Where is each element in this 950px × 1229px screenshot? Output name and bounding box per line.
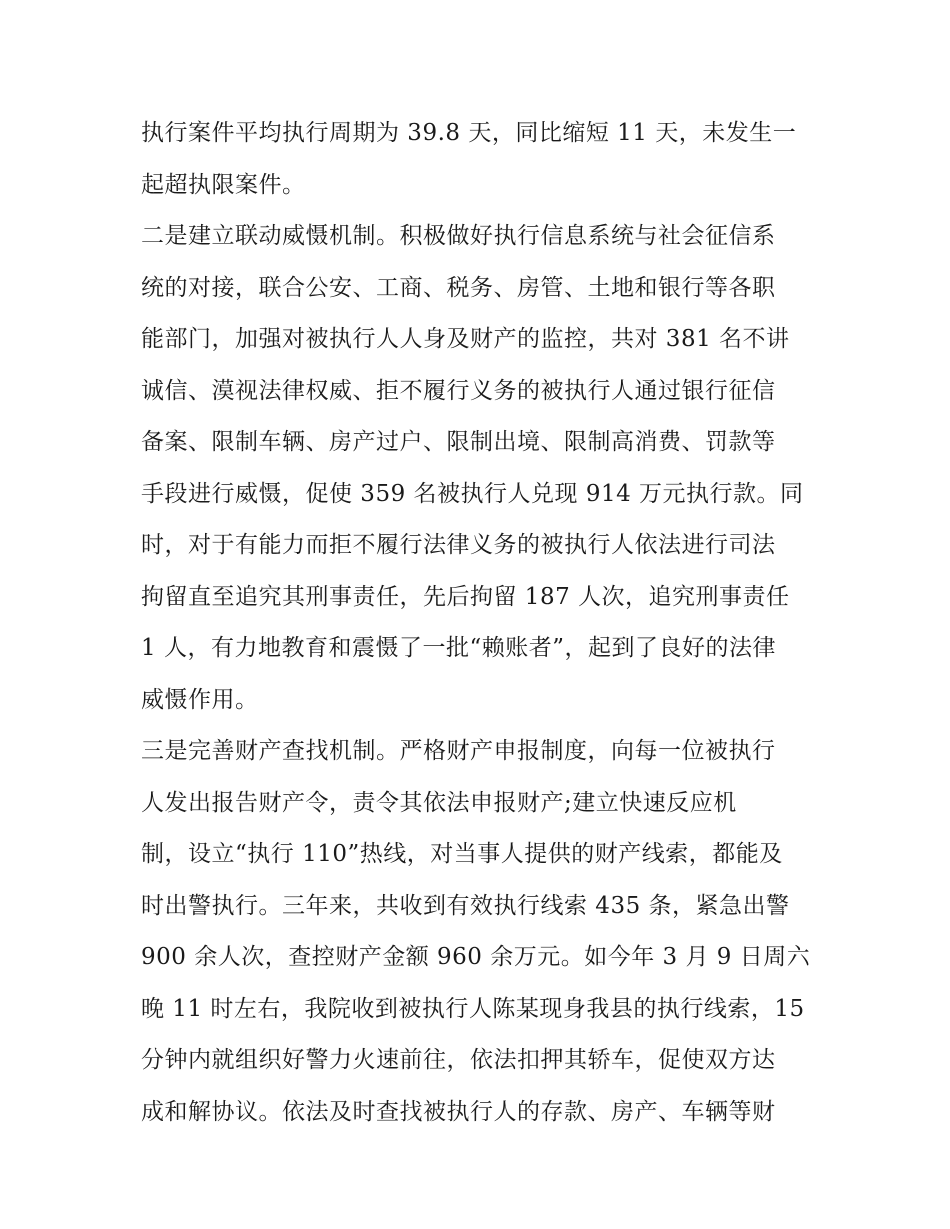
- text-line: 晚 11 时左右，我院收到被执行人陈某现身我县的执行线索，15: [141, 995, 805, 1022]
- text-line: 时，对于有能力而拒不履行法律义务的被执行人依法进行司法: [141, 532, 776, 558]
- text-line: 制，设立“执行 110”热线，对当事人提供的财产线索，都能及: [141, 841, 783, 867]
- text-line: 二是建立联动威慑机制。积极做好执行信息系统与社会征信系: [141, 223, 776, 249]
- text-line: 备案、限制车辆、房产过户、限制出境、限制高消费、罚款等: [141, 429, 776, 455]
- text-line: 统的对接，联合公安、工商、税务、房管、土地和银行等各职: [141, 274, 776, 301]
- text-line: 能部门，加强对被执行人人身及财产的监控，共对 381 名不讲: [141, 326, 790, 352]
- text-line: 执行案件平均执行周期为 39.8 天，同比缩短 11 天，未发生一: [141, 120, 797, 146]
- text-line: 诚信、漠视法律权威、拒不履行义务的被执行人通过银行征信: [141, 377, 776, 404]
- document-body: [141, 108, 831, 1138]
- text-line: 三是完善财产查找机制。严格财产申报制度，向每一位被执行: [141, 738, 776, 764]
- text-line: 分钟内就组织好警力火速前往，依法扣押其轿车，促使双方达: [141, 1047, 776, 1073]
- text-line: 成和解协议。依法及时查找被执行人的存款、房产、车辆等财: [141, 1098, 776, 1125]
- text-line: 起超执限案件。: [141, 171, 306, 198]
- text-line: 人发出报告财产令，责令其依法申报财产;建立快速反应机: [141, 789, 737, 816]
- text-line: 1 人，有力地教育和震慑了一批“赖账者”，起到了良好的法律: [141, 635, 776, 661]
- text-line: 手段进行威慑，促使 359 名被执行人兑现 914 万元执行款。同: [141, 480, 804, 507]
- text-line: 900 余人次，查控财产金额 960 余万元。如今年 3 月 9 日周六: [141, 944, 811, 970]
- text-line: 拘留直至追究其刑事责任，先后拘留 187 人次，追究刑事责任: [141, 583, 790, 610]
- text-line: 威慑作用。: [141, 686, 259, 713]
- text-line: 时出警执行。三年来，共收到有效执行线索 435 条，紧急出警: [141, 892, 790, 919]
